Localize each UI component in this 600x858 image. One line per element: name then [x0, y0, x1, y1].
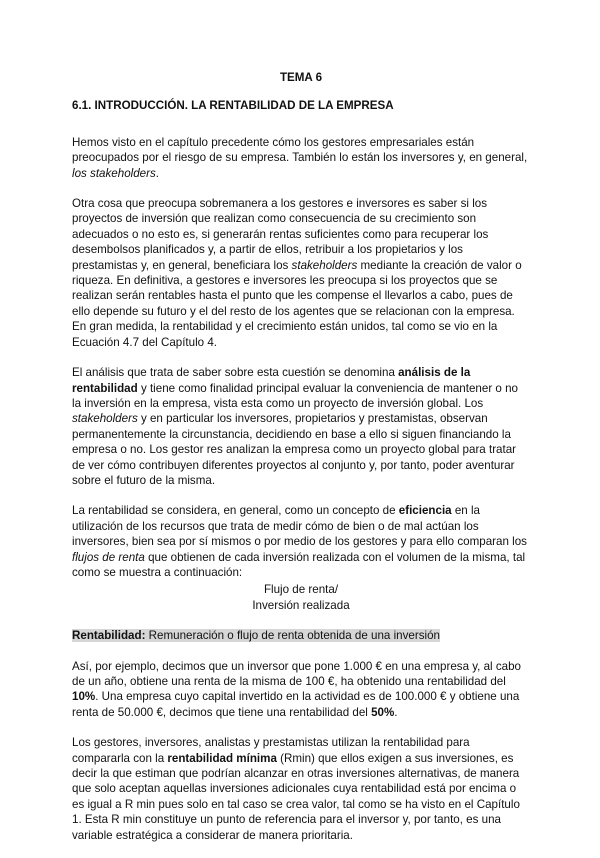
text: mediante la creación de valor o riqueza. En definitiva, a gestores e inversores les preocupa si los proyectos que se realizan serán rentables hasta el punto que les compense el llevarlos a cabo, pues de ello depende su futuro y el del resto de los agentes que se relacionan con la empresa. En gran medida, la rentabilidad y el crecimiento están unidos, tal como se vio en la Ecuación 4.7 del Capítulo 4.: [72, 258, 522, 349]
text: La rentabilidad se considera, en general, como un concepto de: [72, 504, 399, 518]
bold-value: 50%: [371, 705, 395, 719]
text: El análisis que trata de saber sobre esta cuestión se denomina: [72, 366, 399, 380]
text: en la utilización de los recursos que trata de medir cómo de bien o de mal actúan los inversores, bien sea por sí mismos o por medio de los gestores y para ello comparan los: [72, 504, 527, 549]
paragraph-3: [72, 365, 530, 488]
italic-term: stakeholders: [72, 412, 138, 426]
definition-highlight: [72, 629, 440, 642]
definition-term: Rentabilidad:: [72, 629, 146, 643]
bold-term: eficiencia: [398, 504, 452, 518]
definition-box: [72, 628, 530, 643]
text: Los gestores, inversores, analistas y prestamistas utilizan la rentabilidad para compararla con la: [72, 736, 470, 765]
italic-term: flujos de renta: [72, 550, 145, 564]
bold-term: análisis de la rentabilidad: [72, 366, 471, 395]
formula-numerator: Flujo de renta/: [263, 583, 339, 597]
text: y en particular los inversores, propietarios y prestamistas, observan permanentemente la circunstancia, decidiendo en base a ello si siguen financiando la empresa o no. Los gestor res analizan la empresa como un proyecto global para tratar de ver cómo contribuyen diferentes proyectos al conjunto y, por tanto, poder aventurar sobre el futuro de la misma.: [72, 412, 517, 487]
italic-term: los stakeholders: [72, 166, 156, 180]
formula-denominator: Inversión realizada: [252, 598, 350, 612]
text: Hemos visto en el capítulo precedente cómo los gestores empresariales están preocupados por el riesgo de su empresa. También lo están los inversores y, en general,: [72, 135, 528, 165]
text: .: [394, 705, 398, 719]
definition-text: Remuneración o flujo de renta obtenida de una inversión: [145, 629, 440, 643]
text: Así, por ejemplo, decimos que un inversor que pone 1.000 € en una empresa y, al cabo de un año, obtiene una renta de la misma de 100 €, ha obtenido una rentabilidad del: [72, 659, 521, 688]
text: . Una empresa cuyo capital invertido en la actividad es de 100.000 € y obtiene una renta de 50.000 €, decimos que tiene una rentabilidad del: [72, 690, 520, 719]
bold-term: rentabilidad mínima: [167, 751, 277, 765]
paragraph-5: [72, 659, 530, 721]
section-title: 6.1. INTRODUCCIÓN. LA RENTABILIDAD DE LA EMPRESA: [72, 99, 394, 113]
text: .: [155, 166, 160, 180]
paragraph-2: [72, 196, 530, 350]
text: (Rmin) que ellos exigen a sus inversiones, es decir la que estiman que podrían alcanzar en otras inversiones alternativas, de manera que solo aceptan aquellas inversiones adicionales cuya rentabilidad está por encima o es igual a R min pues solo en tal caso se crea valor, tal como se ha visto en el Capítulo 1. Esta R min constituye un punto de referencia para el inversor y, por tanto, es una variable estratégica a considerar de manera prioritaria.: [72, 751, 520, 842]
paragraph-4: [72, 503, 530, 580]
italic-term: stakeholders: [291, 258, 358, 272]
text: y tiene como finalidad principal evaluar la conveniencia de mantener o no la inversión en la empresa, vista esta como un proyecto de inversión global. Los: [72, 381, 518, 410]
paragraph-6: [72, 735, 530, 843]
paragraph-1: [72, 135, 530, 181]
rentabilidad-formula: [72, 582, 530, 613]
bold-value: 10%: [72, 690, 96, 704]
text: Otra cosa que preocupa sobremanera a los gestores e inversores es saber si los proyectos de inversión que realizan como consecuencia de su crecimiento son adecuados o no esto es, si generarán rentas suficientes como para recuperar los desembolsos planificados y, a partir de ellos, retribuir a los propietarios y los prestamistas y, en general, beneficiara los: [72, 197, 489, 272]
document-page: [72, 60, 530, 858]
text: que obtienen de cada inversión realizada con el volumen de la misma, tal como se muestra a continuación:: [72, 550, 526, 579]
topic-heading: TEMA 6: [279, 71, 323, 84]
